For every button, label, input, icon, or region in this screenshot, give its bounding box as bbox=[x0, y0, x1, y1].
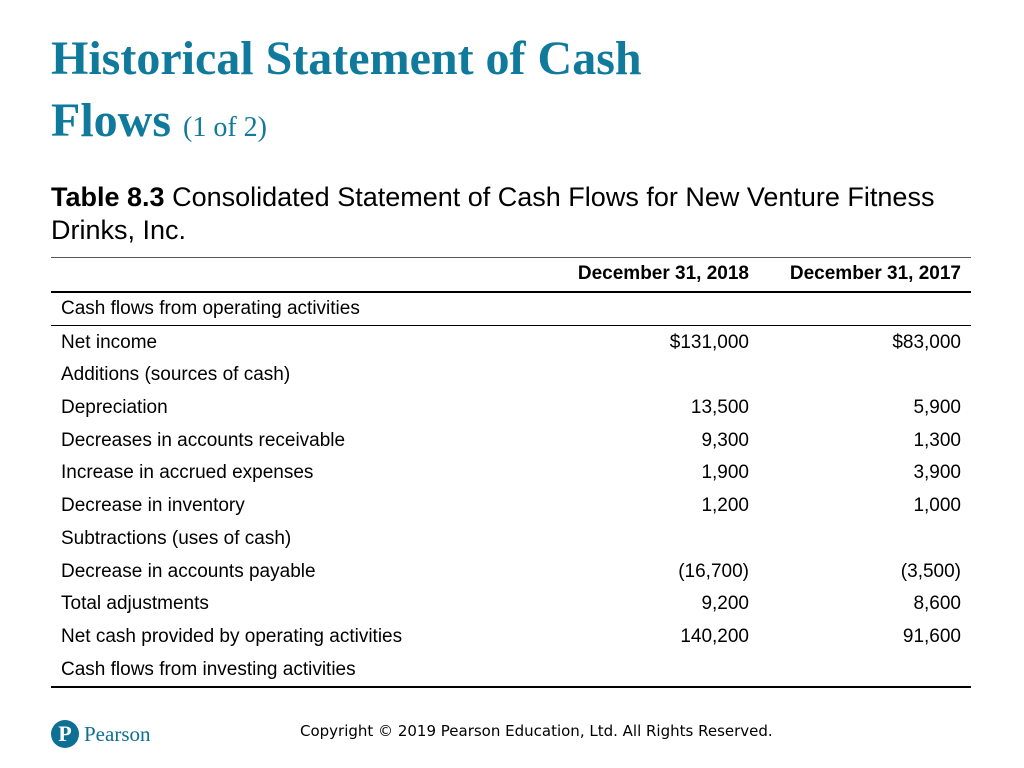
table-row bbox=[51, 326, 971, 359]
column-header-2018: December 31, 2018 bbox=[540, 258, 759, 292]
cash-flow-table bbox=[51, 257, 971, 688]
pearson-logo-icon: P bbox=[51, 720, 79, 748]
pearson-logo-text: Pearson bbox=[84, 721, 151, 746]
row-value-2018: 1,200 bbox=[701, 495, 749, 517]
row-value-2017: 5,900 bbox=[913, 397, 961, 419]
row-value-2017: 91,600 bbox=[902, 625, 961, 647]
row-value-2018: 140,200 bbox=[680, 625, 749, 647]
row-label: Cash flows from investing activities bbox=[51, 653, 540, 687]
row-value-2017 bbox=[759, 359, 971, 392]
row-label: Decrease in accounts payable bbox=[61, 560, 316, 582]
table-caption-text: Consolidated Statement of Cash Flows for New Venture Fitness Drinks, Inc. bbox=[51, 182, 935, 245]
footer bbox=[0, 714, 1024, 754]
table-row bbox=[51, 621, 971, 654]
row-label: Net income bbox=[61, 331, 158, 353]
row-value-2018 bbox=[540, 653, 759, 687]
table-row bbox=[51, 457, 971, 490]
row-value-2018: 9,300 bbox=[701, 429, 749, 451]
row-label: Increase in accrued expenses bbox=[61, 462, 314, 484]
slide-title-main: Historical Statement of Cash Flows bbox=[51, 32, 642, 147]
column-header-label bbox=[51, 258, 540, 292]
row-label: Additions (sources of cash) bbox=[61, 364, 291, 386]
row-label: Depreciation bbox=[61, 397, 168, 419]
row-value-2017 bbox=[759, 653, 971, 687]
row-value-2017 bbox=[759, 292, 971, 326]
row-value-2017: 1,300 bbox=[913, 429, 961, 451]
slide-title bbox=[51, 28, 751, 159]
copyright-notice: Copyright © 2019 Pearson Education, Ltd. All Rights Reserved. bbox=[300, 722, 773, 740]
table-row bbox=[51, 392, 971, 425]
slide-title-sub: (1 of 2) bbox=[183, 112, 267, 143]
row-value-2017: (3,500) bbox=[900, 560, 961, 582]
row-label: Cash flows from operating activities bbox=[51, 292, 540, 326]
row-value-2017 bbox=[759, 523, 971, 556]
table-row bbox=[51, 653, 971, 687]
row-label: Decrease in inventory bbox=[61, 495, 245, 517]
row-value-2018: 9,200 bbox=[701, 593, 749, 615]
table-row bbox=[51, 292, 971, 326]
row-label: Subtractions (uses of cash) bbox=[61, 527, 292, 549]
table-caption bbox=[51, 181, 951, 247]
row-label: Net cash provided by operating activities bbox=[61, 625, 403, 647]
table-row bbox=[51, 490, 971, 523]
row-value-2017: 8,600 bbox=[913, 593, 961, 615]
row-value-2017: 1,000 bbox=[913, 495, 961, 517]
row-value-2017: $83,000 bbox=[892, 331, 961, 353]
row-label: Total adjustments bbox=[61, 593, 209, 615]
table-row bbox=[51, 588, 971, 621]
table-row bbox=[51, 424, 971, 457]
row-label: Decreases in accounts receivable bbox=[61, 429, 346, 451]
row-value-2017: 3,900 bbox=[913, 462, 961, 484]
row-value-2018: (16,700) bbox=[678, 560, 749, 582]
table-row bbox=[51, 555, 971, 588]
table-row bbox=[51, 359, 971, 392]
table-row bbox=[51, 523, 971, 556]
row-value-2018 bbox=[540, 359, 759, 392]
row-value-2018 bbox=[540, 523, 759, 556]
row-value-2018: 1,900 bbox=[701, 462, 749, 484]
table-header-row bbox=[51, 258, 971, 292]
row-value-2018 bbox=[540, 292, 759, 326]
row-value-2018: 13,500 bbox=[690, 397, 749, 419]
row-value-2018: $131,000 bbox=[669, 331, 749, 353]
table-caption-label: Table 8.3 bbox=[51, 182, 165, 212]
pearson-logo bbox=[51, 720, 151, 748]
column-header-2017: December 31, 2017 bbox=[759, 258, 971, 292]
